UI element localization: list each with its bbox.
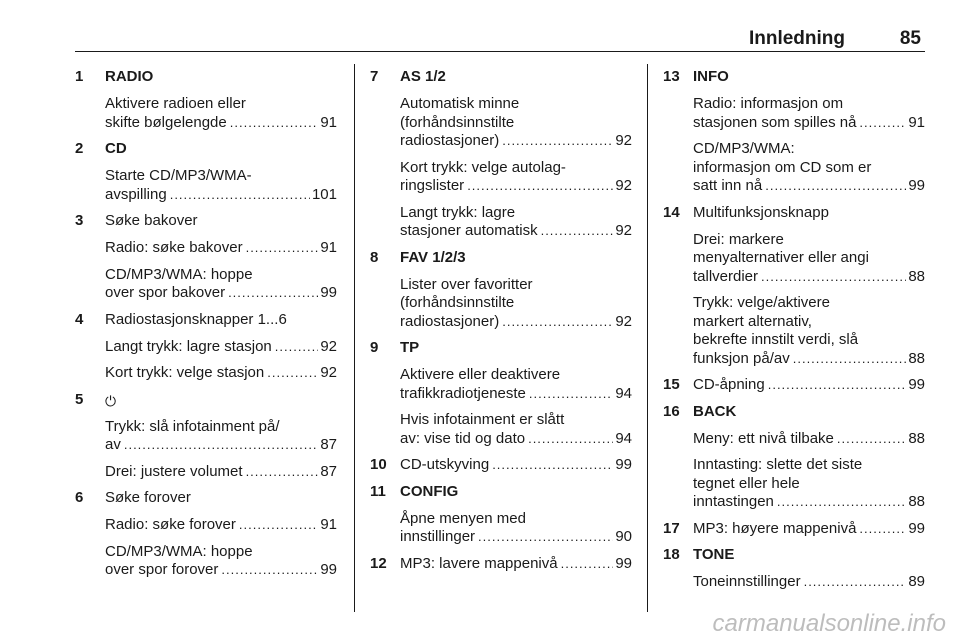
- item-text: Automatisk minne: [400, 95, 520, 112]
- toc-entry: [663, 204, 925, 369]
- toc-line: [400, 385, 632, 404]
- leader-dots: [246, 463, 319, 482]
- leader-dots: [837, 430, 906, 449]
- entry-number: 8: [370, 248, 379, 266]
- item-text: avspilling: [105, 185, 167, 203]
- item-text: Aktivere eller deaktivere: [400, 366, 561, 383]
- leader-dots: [793, 350, 907, 369]
- item-text: CD/MP3/WMA: hoppe: [105, 265, 253, 283]
- item-text: over spor bakover: [105, 284, 226, 301]
- entry-label: Multifunksjonsknapp: [693, 203, 829, 221]
- page-ref[interactable]: 89: [908, 573, 925, 590]
- toc-line: [400, 222, 632, 241]
- page-ref[interactable]: 92: [615, 312, 632, 330]
- page-ref[interactable]: 91: [320, 239, 337, 256]
- header-rule: [75, 51, 925, 52]
- toc-line: [693, 268, 925, 287]
- page-ref[interactable]: 99: [908, 376, 925, 393]
- page-ref[interactable]: 91: [908, 113, 925, 131]
- toc-entry: [75, 140, 337, 204]
- leader-dots: [478, 528, 613, 547]
- toc-line: [105, 516, 337, 535]
- entry-number: 3: [75, 212, 84, 229]
- toc-item: [693, 456, 925, 512]
- column-divider: [354, 64, 355, 612]
- leader-dots: [804, 573, 907, 592]
- page-ref[interactable]: 87: [320, 462, 337, 480]
- page-ref[interactable]: 88: [908, 349, 925, 367]
- item-text: bekrefte innstilt verdi, slå: [693, 331, 859, 348]
- page-ref[interactable]: 90: [615, 528, 632, 545]
- page-header: [75, 22, 925, 52]
- toc-item: [693, 573, 925, 592]
- leader-dots: [230, 114, 319, 133]
- leader-dots: [228, 284, 318, 303]
- page-ref[interactable]: 94: [615, 429, 632, 447]
- toc-item: [400, 159, 632, 196]
- entry-number: 1: [75, 68, 84, 85]
- item-text: skifte bølgelengde: [105, 113, 227, 131]
- toc-item: [400, 510, 632, 547]
- page-ref[interactable]: 91: [320, 113, 337, 131]
- entry-number: 16: [663, 402, 680, 420]
- toc-entry: [663, 403, 925, 512]
- leader-dots: [561, 555, 614, 574]
- item-text: Drei: markere: [693, 230, 784, 248]
- toc-line: [693, 177, 925, 196]
- toc-item: [693, 231, 925, 287]
- entry-number: 2: [75, 140, 84, 157]
- entry-label: AS 1/2: [400, 68, 446, 85]
- toc-entry: [370, 483, 632, 547]
- toc-line: [105, 284, 337, 303]
- item-text: av: [105, 436, 121, 453]
- item-text: inntastingen: [693, 493, 774, 510]
- item-text: satt inn nå: [693, 177, 763, 194]
- toc-column-3: [663, 68, 925, 592]
- toc-item: [105, 543, 337, 580]
- item-text: Starte CD/MP3/WMA-: [105, 167, 252, 184]
- page-ref[interactable]: 99: [908, 177, 925, 194]
- item-text: Radio: søke bakover: [105, 239, 243, 256]
- item-text: MP3: høyere mappenivå: [693, 519, 857, 537]
- toc-line: [400, 430, 632, 449]
- toc-item: [400, 95, 632, 151]
- item-text: over spor forover: [105, 561, 219, 578]
- item-text: Trykk: velge/aktivere: [693, 294, 830, 311]
- page-ref[interactable]: 99: [320, 561, 337, 578]
- toc-item: [400, 555, 632, 574]
- toc-items: [663, 376, 925, 395]
- item-text: CD-utskyving: [400, 456, 490, 473]
- item-text: Kort trykk: velge stasjon: [105, 364, 265, 381]
- toc-items: [370, 68, 632, 241]
- leader-dots: [275, 338, 319, 357]
- leader-dots: [502, 132, 613, 151]
- item-text: av: vise tid og dato: [400, 429, 526, 447]
- toc-items: [663, 520, 925, 539]
- leader-dots: [529, 385, 613, 404]
- toc-entry: [663, 546, 925, 592]
- item-text: CD/MP3/WMA:: [693, 140, 795, 157]
- entry-label: Søke forover: [105, 489, 191, 506]
- item-text: radiostasjoner): [400, 132, 500, 149]
- page-ref[interactable]: 101: [311, 185, 337, 203]
- toc-item: [400, 366, 632, 403]
- item-text: Åpne menyen med: [400, 509, 526, 527]
- leader-dots: [541, 222, 614, 241]
- leader-dots: [246, 239, 319, 258]
- item-text: Trykk: slå infotainment på/: [105, 417, 280, 435]
- entry-label: TONE: [693, 546, 735, 563]
- page-ref[interactable]: 92: [615, 222, 632, 239]
- item-text: informasjon om CD som er: [693, 158, 872, 176]
- toc-line: [105, 463, 337, 482]
- entry-number: 7: [370, 68, 379, 85]
- entry-label: BACK: [693, 402, 737, 420]
- toc-line: [105, 338, 337, 357]
- toc-line: [105, 186, 337, 205]
- toc-line: [400, 177, 632, 196]
- toc-entry: [370, 68, 632, 241]
- toc-item: [400, 456, 632, 475]
- entry-number: 6: [75, 489, 84, 506]
- toc-column-1: [75, 68, 337, 580]
- leader-dots: [765, 177, 906, 196]
- toc-column-2: [370, 68, 632, 573]
- item-text: Aktivere radioen eller: [105, 95, 246, 112]
- item-text: tegnet eller hele: [693, 474, 800, 492]
- toc-item: [693, 520, 925, 539]
- page-ref[interactable]: 91: [320, 516, 337, 533]
- page-number: 85: [899, 28, 921, 49]
- leader-dots: [124, 436, 318, 455]
- entry-label: TP: [400, 339, 420, 356]
- item-text: funksjon på/av: [693, 349, 790, 367]
- page-ref[interactable]: 92: [615, 177, 632, 194]
- entry-label: CONFIG: [400, 482, 459, 500]
- toc-entry: [75, 212, 337, 303]
- leader-dots: [502, 313, 613, 332]
- toc-entry: [370, 555, 632, 574]
- item-text: markert alternativ,: [693, 312, 812, 330]
- page-ref[interactable]: 94: [615, 384, 632, 402]
- leader-dots: [492, 456, 613, 475]
- page-ref[interactable]: 99: [615, 456, 632, 473]
- leader-dots: [859, 114, 906, 133]
- item-text: CD/MP3/WMA: hoppe: [105, 542, 253, 560]
- leader-dots: [267, 364, 318, 383]
- watermark: carmanualsonline.info: [712, 610, 946, 637]
- item-text: ringslister: [400, 177, 465, 194]
- toc-item: [693, 95, 925, 132]
- toc-entry: [663, 68, 925, 196]
- toc-entry: [663, 520, 925, 539]
- toc-items: [663, 68, 925, 196]
- leader-dots: [239, 516, 318, 535]
- item-text: Langt trykk: lagre stasjon: [105, 337, 272, 355]
- toc-items: [663, 204, 925, 369]
- toc-entry: [370, 456, 632, 475]
- item-text: trafikkradiotjeneste: [400, 384, 526, 402]
- page-title: Innledning: [748, 28, 845, 49]
- toc-line: [400, 528, 632, 547]
- toc-entry: [370, 249, 632, 332]
- toc-item: [105, 463, 337, 482]
- toc-item: [693, 430, 925, 449]
- toc-line: [105, 561, 337, 580]
- toc-item: [105, 239, 337, 258]
- toc-entry: [370, 339, 632, 448]
- page-ref[interactable]: 99: [908, 519, 925, 537]
- toc-entry: [75, 68, 337, 132]
- item-text: radiostasjoner): [400, 312, 500, 330]
- item-text: Radio: informasjon om: [693, 95, 844, 112]
- entry-number: 9: [370, 339, 379, 356]
- toc-entry: [75, 391, 337, 482]
- item-text: CD-åpning: [693, 376, 765, 393]
- item-text: Inntasting: slette det siste: [693, 456, 863, 473]
- toc-entry: [75, 311, 337, 383]
- page-ref[interactable]: 99: [615, 554, 632, 572]
- toc-entry: [663, 376, 925, 395]
- toc-line: [693, 493, 925, 512]
- toc-item: [693, 376, 925, 395]
- toc-line: [400, 555, 632, 574]
- toc-line: [693, 430, 925, 449]
- entry-number: 13: [663, 68, 680, 85]
- toc-item: [400, 276, 632, 332]
- leader-dots: [528, 430, 613, 449]
- leader-dots: [221, 561, 318, 580]
- toc-item: [105, 167, 337, 204]
- page-ref[interactable]: 88: [908, 267, 925, 285]
- item-text: Radio: søke forover: [105, 516, 236, 533]
- entry-label: INFO: [693, 68, 729, 85]
- toc-item: [105, 364, 337, 383]
- page-ref[interactable]: 87: [320, 436, 337, 453]
- toc-line: [400, 313, 632, 332]
- toc-item: [105, 418, 337, 455]
- leader-dots: [859, 520, 906, 539]
- leader-dots: [170, 186, 310, 205]
- toc-item: [105, 95, 337, 132]
- toc-line: [693, 376, 925, 395]
- item-text: Toneinnstillinger: [693, 573, 801, 590]
- item-text: stasjonen som spilles nå: [693, 113, 857, 131]
- toc-line: [400, 456, 632, 475]
- entry-number: 11: [370, 482, 386, 500]
- leader-dots: [467, 177, 613, 196]
- leader-dots: [777, 493, 906, 512]
- entry-number: 14: [663, 203, 680, 221]
- toc-line: [105, 239, 337, 258]
- item-text: tallverdier: [693, 267, 759, 285]
- item-text: Drei: justere volumet: [105, 462, 243, 480]
- entry-number: 18: [663, 546, 680, 563]
- entry-label: FAV 1/2/3: [400, 248, 466, 266]
- toc-entry: [75, 489, 337, 580]
- entry-number: 12: [370, 554, 387, 572]
- toc-item: [105, 516, 337, 535]
- toc-line: [693, 573, 925, 592]
- page-ref[interactable]: 92: [320, 364, 337, 381]
- toc-item: [400, 204, 632, 241]
- entry-label: Radiostasjonsknapper 1...6: [105, 310, 287, 328]
- toc-item: [400, 411, 632, 448]
- toc-item: [693, 294, 925, 368]
- entry-label: RADIO: [105, 68, 154, 85]
- toc-line: [105, 436, 337, 455]
- item-text: innstillinger: [400, 528, 476, 545]
- toc-line: [693, 114, 925, 133]
- entry-number: 5: [75, 390, 84, 408]
- toc-line: [693, 350, 925, 369]
- item-text: Meny: ett nivå tilbake: [693, 429, 834, 447]
- toc-line: [693, 520, 925, 539]
- item-text: (forhåndsinnstilte: [400, 294, 515, 311]
- power-icon: ⏻: [105, 392, 117, 409]
- page-ref[interactable]: 92: [615, 132, 632, 149]
- page-ref[interactable]: 88: [908, 493, 925, 510]
- item-text: Lister over favoritter: [400, 275, 533, 293]
- item-text: menyalternativer eller angi: [693, 249, 869, 266]
- item-text: MP3: lavere mappenivå: [400, 554, 558, 572]
- entry-number: 17: [663, 519, 680, 537]
- toc-line: [105, 364, 337, 383]
- leader-dots: [761, 268, 906, 287]
- entry-label: CD: [105, 140, 127, 157]
- toc-items: [370, 555, 632, 574]
- item-text: (forhåndsinnstilte: [400, 113, 515, 131]
- page-ref[interactable]: 92: [320, 337, 337, 355]
- toc-items: [370, 456, 632, 475]
- entry-number: 4: [75, 310, 84, 328]
- toc-item: [693, 140, 925, 196]
- leader-dots: [768, 376, 907, 395]
- entry-label: Søke bakover: [105, 212, 198, 229]
- toc-line: [400, 132, 632, 151]
- toc-item: [105, 338, 337, 357]
- item-text: stasjoner automatisk: [400, 222, 538, 239]
- entry-number: 15: [663, 376, 680, 393]
- page-ref[interactable]: 88: [908, 429, 925, 447]
- column-divider: [647, 64, 648, 612]
- item-text: Kort trykk: velge autolag-: [400, 158, 566, 176]
- entry-number: 10: [370, 456, 387, 473]
- item-text: Langt trykk: lagre: [400, 203, 516, 221]
- toc-item: [105, 266, 337, 303]
- toc-line: [105, 114, 337, 133]
- page-ref[interactable]: 99: [320, 284, 337, 301]
- item-text: Hvis infotainment er slått: [400, 411, 565, 428]
